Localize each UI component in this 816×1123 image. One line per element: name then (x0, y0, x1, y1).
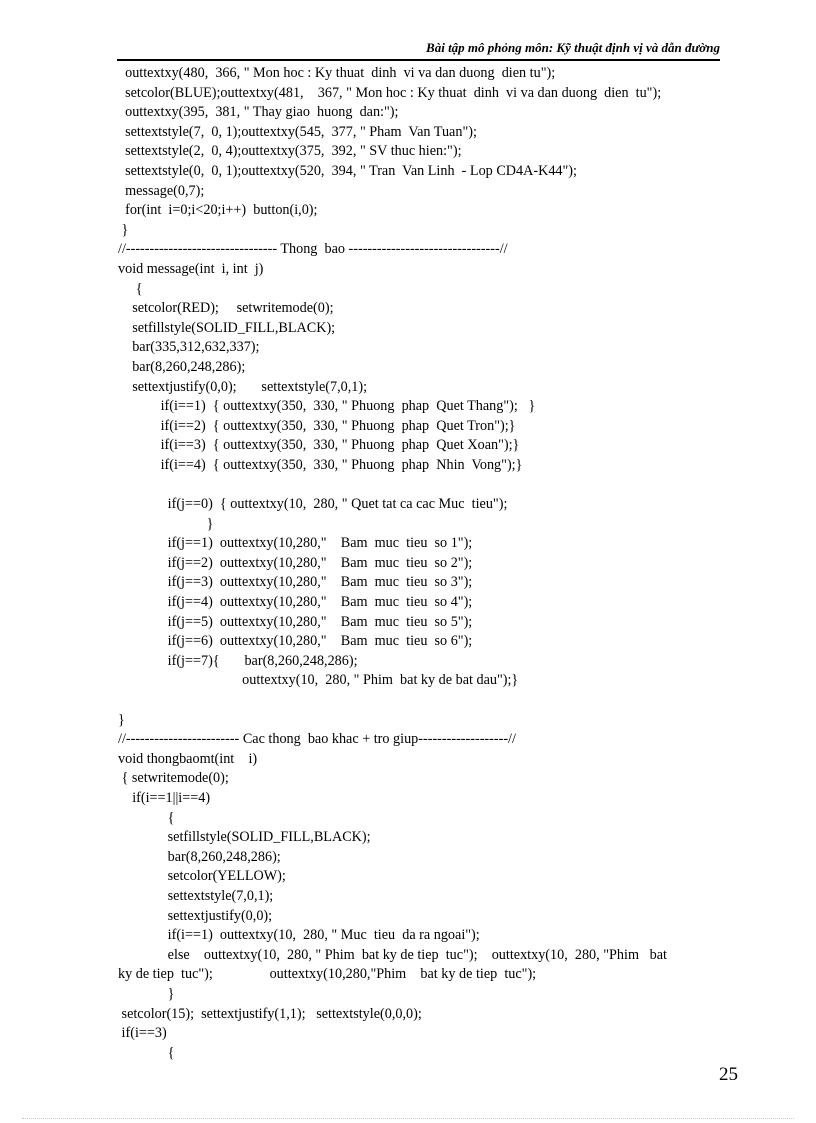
code-line: bar(8,260,248,286); (118, 848, 281, 865)
code-line: } (118, 221, 129, 238)
code-line: if(i==1) outtextxy(10, 280, " Muc tieu da ra ngoai"); (118, 927, 480, 944)
page-number: 25 (719, 1064, 738, 1085)
code-line: setfillstyle(SOLID_FILL,BLACK); (118, 829, 371, 846)
code-line: setcolor(RED); setwritemode(0); (118, 300, 334, 317)
code-line: if(j==4) outtextxy(10,280," Bam muc tieu so 4"); (118, 594, 473, 611)
code-line: settextstyle(0, 0, 1);outtextxy(520, 394, " Tran Van Linh - Lop CD4A-K44"); (118, 162, 577, 179)
code-line: if(i==2) { outtextxy(350, 330, " Phuong phap Quet Tron");} (118, 417, 516, 434)
code-line: outtextxy(10, 280, " Phim bat ky de bat dau");} (118, 672, 519, 689)
code-line: if(i==1) { outtextxy(350, 330, " Phuong phap Quet Thang"); } (118, 398, 536, 415)
code-line: void message(int i, int j) (118, 260, 264, 277)
code-line: setcolor(BLUE);outtextxy(481, 367, " Mon hoc : Ky thuat dinh vi va dan duong dien tu"); (118, 84, 662, 101)
code-line: if(j==6) outtextxy(10,280," Bam muc tieu so 6"); (118, 633, 473, 650)
code-line: if(i==4) { outtextxy(350, 330, " Phuong phap Nhin Vong");} (118, 456, 523, 473)
code-line: { (118, 1044, 175, 1061)
code-line: if(j==5) outtextxy(10,280," Bam muc tieu so 5"); (118, 613, 473, 630)
code-line: setcolor(YELLOW); (118, 868, 286, 885)
code-line: if(j==0) { outtextxy(10, 280, " Quet tat ca cac Muc tieu"); (118, 496, 508, 513)
code-line: { (118, 280, 143, 297)
code-line: settextstyle(7,0,1); (118, 887, 274, 904)
code-line: bar(335,312,632,337); (118, 339, 260, 356)
code-line: //-------------------------------- Thong bao --------------------------------// (118, 241, 508, 258)
code-line: if(j==3) outtextxy(10,280," Bam muc tieu so 3"); (118, 574, 473, 591)
page-bottom-divider (22, 1118, 794, 1119)
code-line: } (118, 985, 175, 1002)
code-line: //------------------------ Cac thong bao khac + tro giup-------------------// (118, 731, 516, 748)
code-line: setfillstyle(SOLID_FILL,BLACK); (118, 319, 336, 336)
code-line: if(j==1) outtextxy(10,280," Bam muc tieu so 1"); (118, 535, 473, 552)
code-line: bar(8,260,248,286); (118, 358, 246, 375)
code-line: outtextxy(395, 381, " Thay giao huong dan:"); (118, 104, 399, 121)
code-listing (118, 64, 718, 1063)
code-line: settextstyle(7, 0, 1);outtextxy(545, 377, " Pham Van Tuan"); (118, 123, 477, 140)
code-line: settextjustify(0,0); (118, 907, 273, 924)
code-line: { setwritemode(0); (118, 770, 229, 787)
code-line: } (118, 515, 214, 532)
code-line: { (118, 809, 175, 826)
code-line: if(j==7){ bar(8,260,248,286); (118, 652, 358, 669)
code-line: outtextxy(480, 366, " Mon hoc : Ky thuat dinh vi va dan duong dien tu"); (118, 65, 556, 81)
code-line: settextjustify(0,0); settextstyle(7,0,1); (118, 378, 368, 395)
code-line: message(0,7); (118, 182, 205, 199)
code-line (118, 475, 718, 495)
page-header-title: Bài tập mô phỏng môn: Kỹ thuật định vị và dẫn đường (426, 40, 720, 55)
code-line: if(i==3) { outtextxy(350, 330, " Phuong phap Quet Xoan");} (118, 437, 520, 454)
header-divider (117, 59, 720, 61)
code-line: if(j==2) outtextxy(10,280," Bam muc tieu so 2"); (118, 554, 473, 571)
code-line: ky de tiep tuc"); outtextxy(10,280,"Phim bat ky de tiep tuc"); (118, 966, 537, 983)
code-line: } (118, 711, 125, 728)
code-line: if(i==3) (118, 1025, 167, 1042)
code-line: settextstyle(2, 0, 4);outtextxy(375, 392, " SV thuc hien:"); (118, 143, 462, 160)
code-line (118, 691, 718, 711)
code-line: void thongbaomt(int i) (118, 750, 258, 767)
code-line: else outtextxy(10, 280, " Phim bat ky de tiep tuc"); outtextxy(10, 280, "Phim bat (118, 946, 667, 963)
code-line: setcolor(15); settextjustify(1,1); settextstyle(0,0,0); (118, 1005, 422, 1022)
code-line: for(int i=0;i<20;i++) button(i,0); (118, 202, 318, 219)
code-line: if(i==1||i==4) (118, 789, 211, 806)
